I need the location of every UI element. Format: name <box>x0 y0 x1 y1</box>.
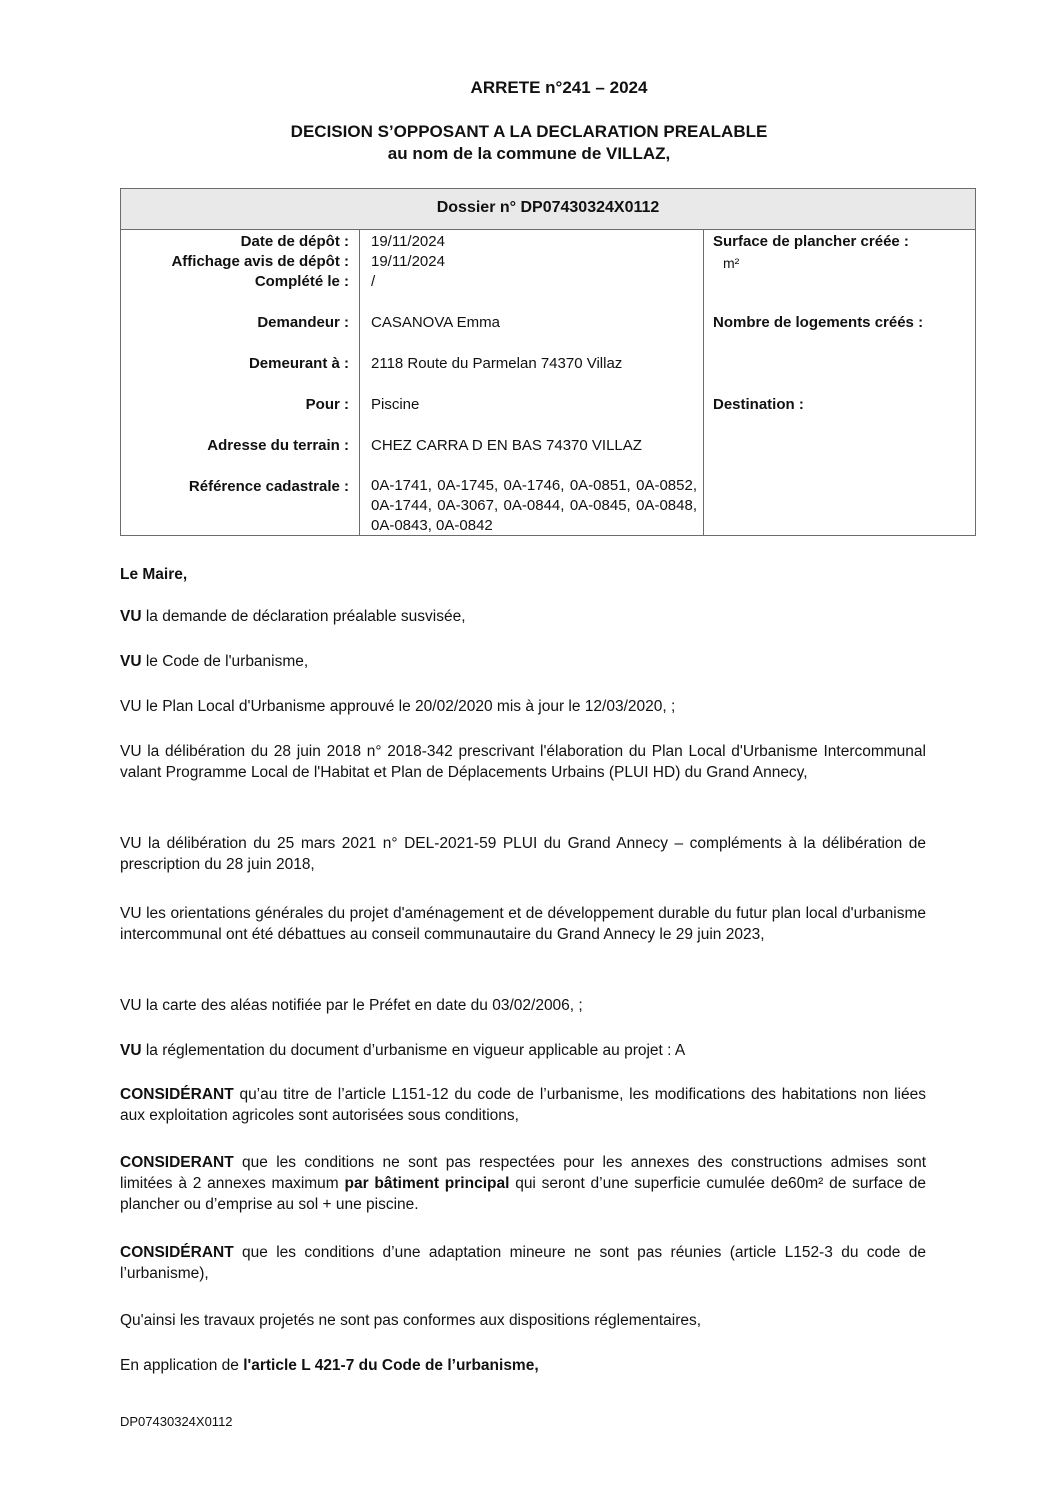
surface-unit: m² <box>723 255 740 271</box>
quainsi-paragraph: Qu'ainsi les travaux projetés ne sont pas conformes aux dispositions réglementaires, <box>120 1312 702 1329</box>
affichage-value: 19/11/2024 <box>371 253 445 270</box>
footer-reference: DP07430324X0112 <box>120 1414 233 1429</box>
pour-value: Piscine <box>371 396 420 413</box>
pour-label: Pour : <box>305 396 349 413</box>
reference-cadastrale-label: Référence cadastrale : <box>188 478 349 495</box>
date-depot-value: 19/11/2024 <box>371 233 445 250</box>
logements-label: Nombre de logements créés : <box>713 314 924 331</box>
considerant-paragraph-1: CONSIDÉRANT qu’au titre de l’article L151-12 du code de l’urbanisme, les modifications des habitations non liées aux exploitation agricoles sont autorisées sous conditions, <box>120 1086 926 1124</box>
complete-value: / <box>371 273 376 290</box>
considerant-paragraph-3: CONSIDÉRANT que les conditions d’une adaptation mineure ne sont pas réunies (article L152-3 du code de l’urbanisme), <box>120 1244 926 1282</box>
vu-paragraph-3: VU le Plan Local d'Urbanisme approuvé le 20/02/2020 mis à jour le 12/03/2020, ; <box>120 698 676 715</box>
arrete-title: ARRETE n°241 – 2024 <box>470 78 648 97</box>
demeurant-value: 2118 Route du Parmelan 74370 Villaz <box>371 355 623 372</box>
complete-label: Complété le : <box>254 273 349 290</box>
column-divider-right <box>703 229 704 535</box>
affichage-label: Affichage avis de dépôt : <box>171 253 349 270</box>
date-depot-label: Date de dépôt : <box>240 233 349 250</box>
demandeur-value: CASANOVA Emma <box>371 314 500 331</box>
adresse-terrain-label: Adresse du terrain : <box>207 437 349 454</box>
demeurant-label: Demeurant à : <box>248 355 349 372</box>
demandeur-label: Demandeur : <box>257 314 349 331</box>
destination-label: Destination : <box>713 396 804 413</box>
vu-paragraph-4: VU la délibération du 28 juin 2018 n° 2018-342 prescrivant l'élaboration du Plan Local d'Urbanisme Intercommunal valant Programme Local de l'Habitat et Plan de Déplacements Urbains (PLUI HD) du Grand Annecy, <box>120 743 926 781</box>
adresse-terrain-value: CHEZ CARRA D EN BAS 74370 VILLAZ <box>371 437 642 454</box>
column-divider-left <box>359 229 360 535</box>
dossier-number: Dossier n° DP07430324X0112 <box>121 189 975 230</box>
application-paragraph: En application de l'article L 421-7 du Code de l’urbanisme, <box>120 1357 539 1374</box>
reference-cadastrale-value: 0A-1741, 0A-1745, 0A-1746, 0A-0851, 0A-0852, 0A-1744, 0A-3067, 0A-0844, 0A-0845, 0A-0848, 0A-0843, 0A-0842 <box>371 477 697 534</box>
surface-plancher-label: Surface de plancher créée : <box>713 233 909 250</box>
commune-line: au nom de la commune de VILLAZ, <box>387 144 671 163</box>
vu-paragraph-1: VU la demande de déclaration préalable susvisée, <box>120 608 466 625</box>
decision-title: DECISION S’OPPOSANT A LA DECLARATION PREALABLE <box>290 122 768 141</box>
vu-paragraph-6: VU les orientations générales du projet d'aménagement et de développement durable du futur plan local d'urbanisme intercommunal ont été débattues au conseil communautaire du Grand Annecy le 29 juin 2023, <box>120 905 926 943</box>
vu-paragraph-5: VU la délibération du 25 mars 2021 n° DEL-2021-59 PLUI du Grand Annecy – compléments à la délibération de prescription du 28 juin 2018, <box>120 835 926 873</box>
considerant-paragraph-2: CONSIDERANT que les conditions ne sont pas respectées pour les annexes des constructions admises sont limitées à 2 annexes maximum par bâtiment principal qui seront d’une superficie cumulée de60m² de surface de plancher ou d’emprise au sol + une piscine. <box>120 1154 926 1213</box>
vu-paragraph-2: VU le Code de l'urbanisme, <box>120 653 309 670</box>
maire-heading: Le Maire, <box>120 566 188 583</box>
vu-paragraph-7: VU la carte des aléas notifiée par le Préfet en date du 03/02/2006, ; <box>120 997 583 1014</box>
dossier-table <box>120 188 976 536</box>
vu-paragraph-8: VU la réglementation du document d’urbanisme en vigueur applicable au projet : A <box>120 1042 686 1059</box>
